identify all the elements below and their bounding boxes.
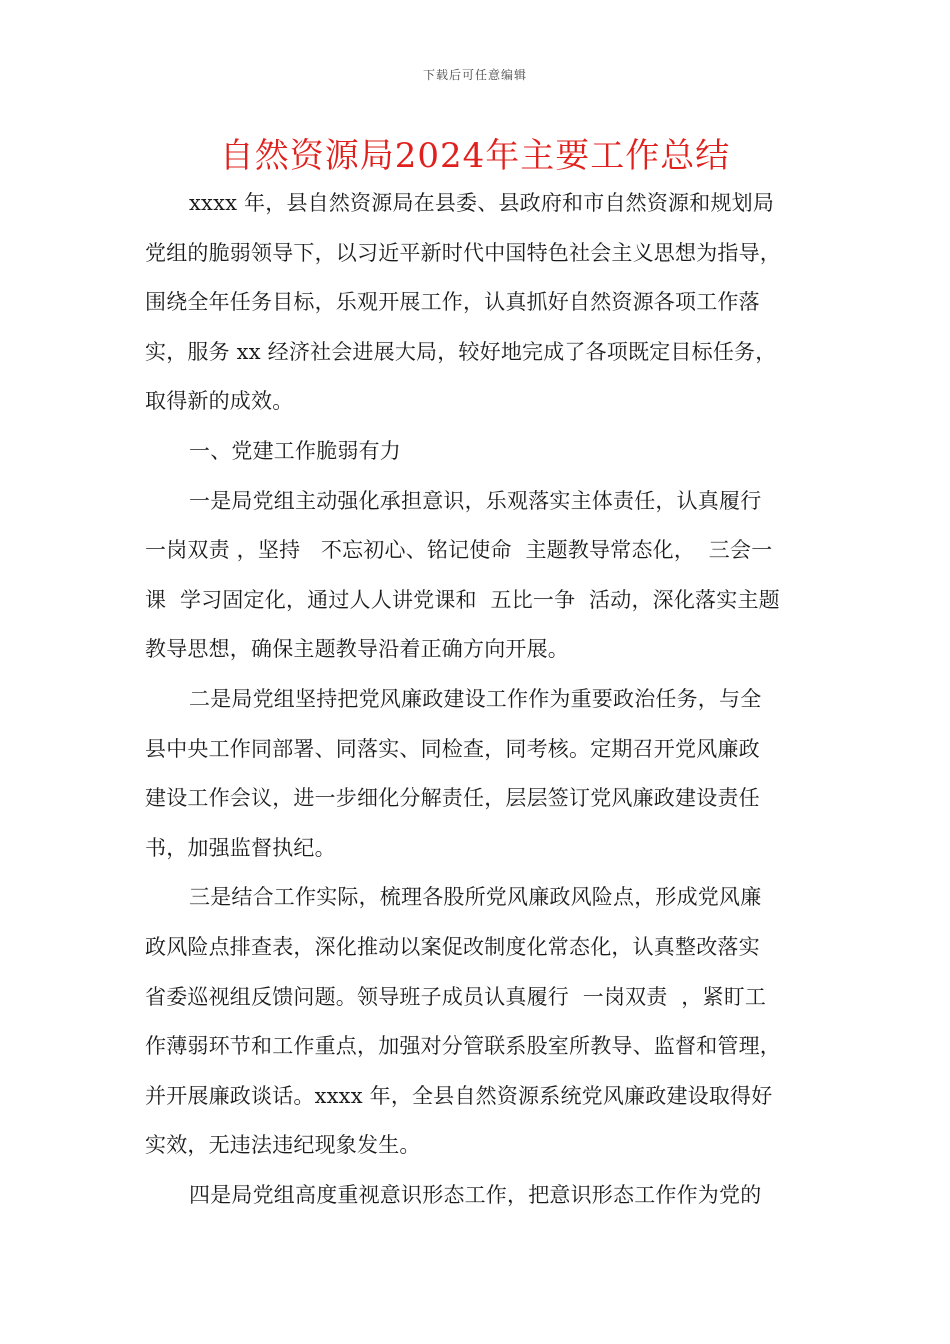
header-note: 下载后可任意编辑	[422, 68, 527, 82]
paragraph-line: 省委巡视组反馈问题。领导班子成员认真履行 一岗双责 ，紧盯工	[145, 984, 767, 1009]
paragraph-line: 取得新的成效。	[145, 389, 294, 414]
paragraph-point-three	[145, 873, 810, 1171]
section-heading	[145, 427, 810, 477]
paragraph-line: 作薄弱环节和工作重点，加强对分管联系股室所教导、监督和管理，	[145, 1034, 781, 1059]
document-body	[145, 179, 810, 1220]
paragraph-line: 一是局党组主动强化承担意识，乐观落实主体责任，认真履行	[189, 488, 762, 513]
paragraph-line: 实，服务 xx 经济社会进展大局，较好地完成了各项既定目标任务，	[145, 339, 777, 364]
paragraph-line: 实效，无违法违纪现象发生。	[145, 1133, 421, 1158]
paragraph-point-one	[145, 477, 810, 675]
paragraph-line: 并开展廉政谈话。xxxx 年，全县自然资源系统党风廉政建设取得好	[145, 1083, 773, 1108]
document-title: 自然资源局2024年主要工作总结	[219, 136, 731, 176]
paragraph-point-two	[145, 675, 810, 873]
section-heading-text: 一、党建工作脆弱有力	[189, 438, 401, 463]
paragraph-line: 围绕全年任务目标，乐观开展工作，认真抓好自然资源各项工作落	[145, 290, 760, 315]
paragraph-line: 政风险点排查表，深化推动以案促改制度化常态化，认真整改落实	[145, 934, 760, 959]
paragraph-line: 书，加强监督执纪。	[145, 835, 336, 860]
paragraph-line: 课 学习固定化，通过人人讲党课和 五比一争 活动，深化落实主题	[145, 587, 780, 612]
paragraph-point-four	[145, 1171, 810, 1221]
paragraph-line: 建设工作会议，进一步细化分解责任，层层签订党风廉政建设责任	[145, 786, 760, 811]
paragraph-line: 一岗双责 ，坚持 不忘初心、铭记使命 主题教导常态化， 三会一	[145, 538, 773, 563]
paragraph-line: 党组的脆弱领导下，以习近平新时代中国特色社会主义思想为指导，	[145, 240, 781, 265]
paragraph-line: 三是结合工作实际，梳理各股所党风廉政风险点，形成党风廉	[189, 885, 762, 910]
paragraph-line: 县中央工作同部署、同落实、同检查，同考核。定期召开党风廉政	[145, 736, 760, 761]
paragraph-line: xxxx 年，县自然资源局在县委、县政府和市自然资源和规划局	[189, 191, 775, 215]
paragraph-intro	[145, 179, 810, 427]
paragraph-line: 二是局党组坚持把党风廉政建设工作作为重要政治任务，与全	[189, 686, 762, 711]
paragraph-line: 教导思想，确保主题教导沿着正确方向开展。	[145, 637, 569, 662]
paragraph-line: 四是局党组高度重视意识形态工作，把意识形态工作作为党的	[189, 1182, 762, 1207]
